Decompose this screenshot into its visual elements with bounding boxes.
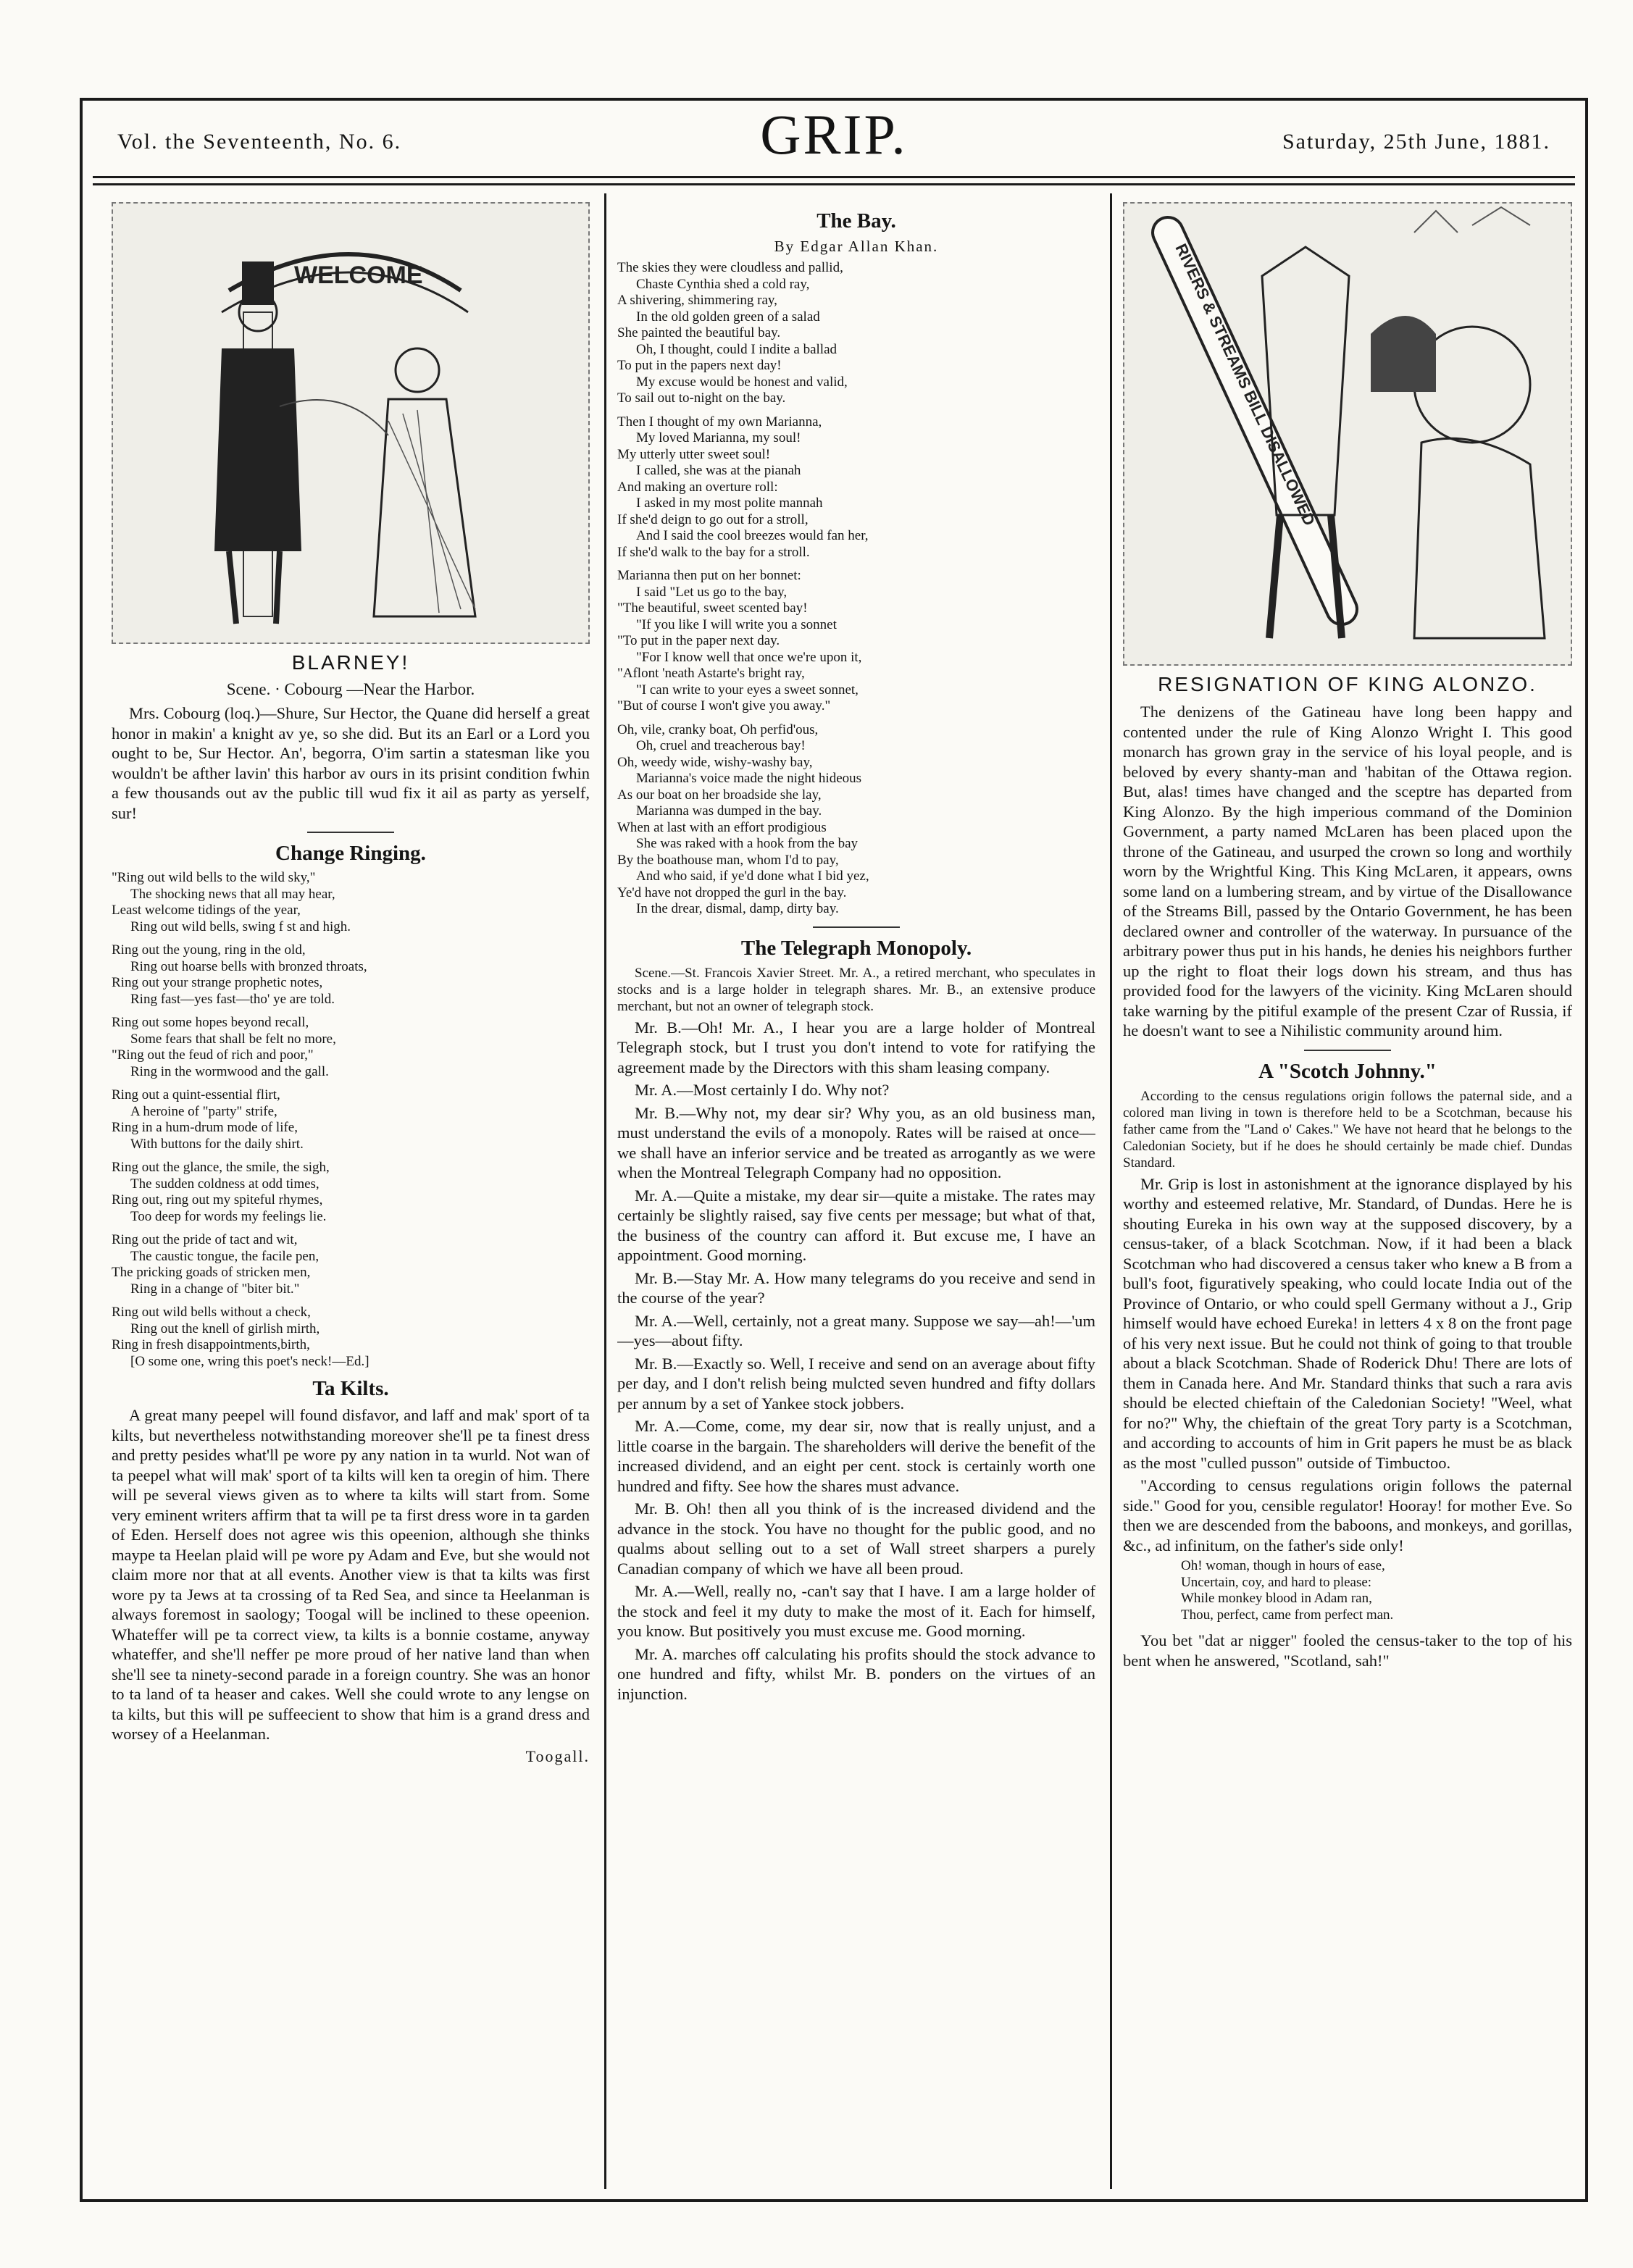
poem-line: Ring out wild bells without a check, [112,1305,311,1320]
poem-line: Some fears that shall be felt no more, [130,1031,336,1047]
ta-kilts-signoff: Toogall. [525,1746,590,1765]
poem-line: She was raked with a hook from the bay [636,836,859,851]
blarney-cartoon [112,202,590,644]
poem-stanza [617,260,1095,407]
newspaper-title: GRIP. [760,103,908,166]
poem-line: Ring in a hum-drum mode of life, [112,1120,298,1135]
cartoon-illustration-icon [113,204,588,643]
poem-line: Ring in a change of "biter bit." [130,1281,300,1297]
poem-line: [O some one, wring this poet's neck!—Ed.] [130,1353,369,1369]
poem-line: "Ring out wild bells to the wild sky," [112,870,316,885]
blarney-text: Mrs. Cobourg (loq.)—Shure, Sur Hector, the Quane did herself a great honor in makin' a knight av ye, so she did. But its an Earl or a Lord you ought to be, Sur Hector. An', begorra, O'im sartin a statesman like you wouldn't be afther lavin' this harbor av ours in its prisint condition fwhin a few thousands out av the public till wud fix it ail as party as yerself, sur! [112,704,590,822]
poem-line: "To put in the paper next day. [617,633,780,648]
poem-line: Oh, I thought, could I indite a ballad [636,341,838,357]
poem-stanza [112,942,590,1008]
king-alonzo-text: The denizens of the Gatineau have long been happy and contented under the rule of King Alonzo Wright I. This good monarch has grown gray in the service of his loyal people, and is beloved by every shanty-man and 'habitan of the Ottawa region. But, alas! times have changed and the sceptre has departed from King Alonzo. By the high imperious command of the Dominion Government, a party named McLaren has been placed upon the throne of the Gatineau, and usurped the crown so long and worthily worn by the Wrightful King. This King McLaren, it appears, owns some land on a lumbering stream, and by virtue of the Disallowance of the Streams Bill, passed by the Ontario Government, he has been declared owner and controller of the waterway. In pursuance of the arbitrary power thus put in his hands, he denies his neighbors further up the right to float their logs down his stream, and thus has provided food for the lawyers of the vicinity. King McLaren should take warning by the pitiful example of the present Czar of Russia, if he doesn't want to see a Nihilistic community around him. [1123,703,1572,1039]
poem-line: Marianna's voice made the night hideous [636,771,862,786]
poem-line: If she'd walk to the bay for a stroll. [617,544,810,560]
poem-line: "If you like I will write you a sonnet [636,616,837,632]
poem-line: "Ring out the feud of rich and poor," [112,1047,314,1063]
blarney-caption: BLARNEY! [291,651,410,674]
cartoon-illustration-icon [1124,204,1571,664]
poem-line: Least welcome tidings of the year, [112,903,301,918]
poem-stanza [112,1015,590,1080]
poem-line: And making an overture roll: [617,479,778,495]
poem-line: To sail out to-night on the bay. [617,390,786,406]
poem-line: Too deep for words my feelings lie. [130,1208,327,1224]
poem-line: A heroine of "party" strife, [130,1103,277,1119]
poem-line: Ring out the knell of girlish mirth, [130,1321,320,1336]
poem-line: My excuse would be honest and valid, [636,374,848,390]
poem-line: When at last with an effort prodigious [617,819,827,835]
column-divider-1 [604,193,606,2189]
poem-line: I asked in my most polite mannah [636,495,823,511]
poem-line: Marianna was dumped in the bay. [636,803,822,819]
poem-line: "The beautiful, sweet scented bay! [617,601,808,616]
issue-date: Saturday, 25th June, 1881. [1282,130,1550,154]
paragraph: Mr. B. Oh! then all you think of is the increased dividend and the advance in the stock. You have no thought for the public good, and no qualms about selling out to a set of Wall street sharpers a purely Canadian company of which we have all been proud. [617,1499,1095,1578]
column-middle [617,202,1095,1707]
poem-stanza [617,722,1095,918]
scotch-johnny-verse [1123,1558,1572,1623]
poem-line: Marianna then put on her bonnet: [617,568,801,583]
poem-line: I called, she was at the pianah [636,463,801,478]
poem-line: I said "Let us go to the bay, [636,584,788,600]
scotch-johnny-quote: According to the census regulations origin follows the paternal side, and a colored man living in town is therefore held to be a Scotchman, because his father came from the "Land o' Cakes." We have not heard that he belongs to the Caledonian Society, but if he does he should certainly be made chief. Dundas Standard. [1123,1088,1572,1171]
scroll-text: RIVERS & STREAMS BILL DISALLOWED [1172,240,1319,529]
poem-line: With buttons for the daily shirt. [130,1136,304,1152]
column-divider-2 [1110,193,1112,2189]
poem-stanza [617,414,1095,561]
poem-stanza [112,1232,590,1297]
poem-line: While monkey blood in Adam ran, [1181,1591,1372,1606]
masthead-rule-top [93,176,1575,178]
poem-line: In the drear, dismal, damp, dirty bay. [636,901,839,916]
paragraph: Mr. A.—Most certainly I do. Why not? [635,1081,890,1099]
change-ringing-poem [112,870,590,1370]
poem-line: A shivering, shimmering ray, [617,293,777,308]
the-bay-poem [617,260,1095,918]
poem-line: Ring fast—yes fast—tho' ye are told. [130,991,335,1007]
poem-stanza [112,1305,590,1370]
section-divider [1304,1050,1391,1051]
poem-line: Oh! woman, though in hours of ease, [1181,1558,1385,1573]
poem-line: And who said, if ye'd done what I bid yez, [636,869,869,884]
poem-line: The pricking goads of stricken men, [112,1265,311,1280]
poem-line: Then I thought of my own Marianna, [617,414,822,430]
king-alonzo-caption: RESIGNATION OF KING ALONZO. [1158,673,1537,695]
change-ringing-heading: Change Ringing. [275,842,426,865]
paragraph: Mr. B.—Exactly so. Well, I receive and send on an average about fifty per day, and I don't relish being mulcted seven hundred and fifty dollars per annum by a set of Yankee stock jobbers. [617,1354,1095,1413]
poem-line: The skies they were cloudless and pallid, [617,260,843,275]
poem-line: "But of course I won't give you away." [617,698,831,714]
poem-stanza [112,870,590,935]
poem-line: Ring out a quint-essential flirt, [112,1087,280,1102]
king-alonzo-cartoon [1123,202,1572,666]
paragraph: Mr. A.—Quite a mistake, my dear sir—quite a mistake. The rates may certainly be slightly raised, say five cents per message; but what of that, the business of the country can afford it. But excuse me, I have an appointment. Good morning. [617,1186,1095,1264]
poem-line: Ring out the glance, the smile, the sigh, [112,1160,330,1175]
poem-line: Chaste Cynthia shed a cold ray, [636,276,810,292]
poem-line: Oh, vile, cranky boat, Oh perfid'ous, [617,721,819,737]
scotch-johnny-closing: You bet "dat ar nigger" fooled the census-taker to the top of his bent when he answered, "Scotland, sah!" [1123,1631,1572,1670]
paragraph: Mr. B.—Stay Mr. A. How many telegrams do you receive and send in the course of the year? [617,1268,1095,1307]
blarney-scene: Scene. · Cobourg —Near the Harbor. [226,680,475,698]
poem-stanza [112,1087,590,1152]
paragraph: Mr. B.—Why not, my dear sir? Why you, as an old business man, must understand the evils of a monopoly. Rates will be raised at once—we shall have an inferior service and be treated as arrogantly as we were when the Montreal Telegraph Company had no opposition. [617,1103,1095,1181]
poem-line: My utterly utter sweet soul! [617,446,771,462]
poem-line: Oh, weedy wide, wishy-washy bay, [617,754,813,770]
poem-line: Ring out the young, ring in the old, [112,942,306,958]
poem-stanza [112,1160,590,1225]
section-divider [307,832,394,833]
poem-line: Ye'd have not dropped the gurl in the bay. [617,884,847,900]
poem-line: My loved Marianna, my soul! [636,430,801,445]
telegraph-dialogue [617,1018,1095,1704]
poem-line: Ring out hoarse bells with bronzed throats, [130,958,367,974]
telegraph-heading: The Telegraph Monopoly. [740,936,972,960]
poem-line: And I said the cool breezes would fan her, [636,528,869,543]
masthead [83,101,1585,188]
poem-stanza [617,568,1095,715]
paragraph: Mr. Grip is lost in astonishment at the ignorance displayed by his worthy and esteemed relative, Mr. Standard, of Dundas. Here he is shouting Eureka in his own way at the supposed discovery, by a census-taker, of a black Scotchman. Now, if it had been a black Scotchman who had discovered a census taker who knew a B from a bull's foot, figuratively speaking, who could locate India out of the Province of Ontario, or who could spell Germany without a J., Grip himself would have echoed Eureka! in letters 4 x 8 on the front page of his very next issue. But he could not think of going to that trouble about a black Scotchman. Shade of Roderick Dhu! There are lots of them in Canada here. And Mr. Standard thinks that such a rara avis should be elected chieftain of the Caledonian Society! "Weel, what for no?" Why, the chieftain of the great Tory party is a Scotchman, and according to accounts of him in Grit papers he must be as black as the most "culled pusson" outside of Timbuctoo. [1123,1174,1572,1472]
poem-line: As our boat on her broadside she lay, [617,787,822,803]
section-divider [813,926,900,928]
poem-line: Uncertain, coy, and hard to please: [1181,1574,1372,1590]
poem-line: Ring out some hopes beyond recall, [112,1015,309,1030]
paragraph: "According to census regulations origin follows the paternal side." Good for you, censible regulator! Hooray! for mother Eve. So then we are descended from the baboons, and monkeys, and gorillas, &c., ad infinitum, on the father's side only! [1123,1476,1572,1554]
telegraph-scene: Scene.—St. Francois Xavier Street. Mr. A., a retired merchant, who speculates in stocks and is a large holder in telegraph shares. Mr. B., an extensive produce merchant, but not an owner of telegraph stock. [617,965,1095,1014]
poem-line: Oh, cruel and treacherous bay! [636,738,806,753]
paragraph: Mr. A. marches off calculating his profits should the stock advance to one hundred and fifty, whilst Mr. B. ponders on the virtues of an injunction. [617,1644,1095,1703]
poem-line: Ring out the pride of tact and wit, [112,1232,298,1247]
paragraph: Mr. A.—Well, certainly, not a great many. Suppose we say—ah!—'um—yes—about fifty. [617,1311,1095,1349]
poem-line: Ring out your strange prophetic notes, [112,975,323,990]
volume-number: Vol. the Seventeenth, No. 6. [117,130,402,154]
poem-line: Ring out, ring out my spiteful rhymes, [112,1192,323,1208]
poem-line: If she'd deign to go out for a stroll, [617,511,809,527]
poem-line: "For I know well that once we're upon it, [636,649,862,665]
poem-line: By the boathouse man, whom I'd to pay, [617,852,839,868]
masthead-rule-bottom [93,183,1575,185]
scotch-johnny-heading: A "Scotch Johnny." [1258,1059,1437,1083]
poem-line: In the old golden green of a salad [636,309,820,325]
column-left [112,202,590,1766]
poem-line: The caustic tongue, the facile pen, [130,1248,320,1264]
poem-line: To put in the papers next day! [617,358,782,373]
the-bay-heading: The Bay. [816,209,896,233]
paragraph: Mr. A.—Come, come, my dear sir, now that is really unjust, and a little coarse in the bargain. The shareholders will derive the benefit of the increased dividend, and an eight per cent. stock is certainly worth one hundred and fifty. See how the shares must advance. [617,1417,1095,1495]
poem-line: Thou, perfect, came from perfect man. [1181,1607,1394,1623]
poem-line: The sudden coldness at odd times, [130,1176,320,1192]
scotch-johnny-body [1123,1174,1572,1556]
poem-line: Ring in the wormwood and the gall. [130,1063,329,1079]
poem-line: The shocking news that all may hear, [130,886,335,902]
poem-line: She painted the beautiful bay. [617,325,781,340]
paragraph: Mr. A.—Well, really no, -can't say that I have. I am a large holder of the stock and feel it my duty to make the most of it. Each for himself, you know. But positively you must excuse me. Good morning. [617,1582,1095,1640]
the-bay-byline: By Edgar Allan Khan. [774,238,939,255]
poem-line: Ring in fresh disappointments,birth, [112,1337,310,1352]
poem-line: "I can write to your eyes a sweet sonnet, [636,682,859,698]
welcome-banner: WELCOME [294,261,423,289]
newspaper-page [80,98,1588,2202]
ta-kilts-text: A great many peepel will found disfavor, and laff and mak' sport of ta kilts, but nevertheless notwithstanding moreover she'll pe ta finest dress and pretty pesides what'll pe wore py any nation in ta wurld. Not wan of ta peepel what will mak' sport of ta kilts will ken ta oregin of him. There will pe several views given as to where ta kilts will start from. Some very eminent writers affirm that ta will pe ta first dress wore in ta garden of Eden. Herself does not agree wis this opeenion, although she thinks maype ta Heelan plaid will pe wore py Adam and Eve, but she would not claim more nor that at all events. Another view is that ta kilts was first wore py ta Jews at ta crossing of ta Red Sea, and since ta Heelanman is always foremost in saology; Toogal will be inclined to these opeenion. Whateffer will pe ta correct view, ta kilts is a bonnie costame, anyway whateffer, and she'll neffer pe more proud of her native land than when she'll see ta ninety-second parade in a foreign country. She was an honor to ta land of ta heaser and cakes. Well she could wrote to any lengse on ta kilts, but this will pe suffeecient to show that him is a grand dress and worsey of a Heelanman. [112,1406,590,1743]
poem-line: "Aflont 'neath Astarte's bright ray, [617,666,805,681]
paragraph: Mr. B.—Oh! Mr. A., I hear you are a large holder of Montreal Telegraph stock, but I trust you don't intend to vote for ratifying the agreement made by the Directors with this sham leasing company. [617,1018,1095,1076]
column-right [1123,202,1572,1673]
ta-kilts-heading: Ta Kilts. [312,1377,389,1400]
poem-line: Ring out wild bells, swing f st and high. [130,919,351,934]
